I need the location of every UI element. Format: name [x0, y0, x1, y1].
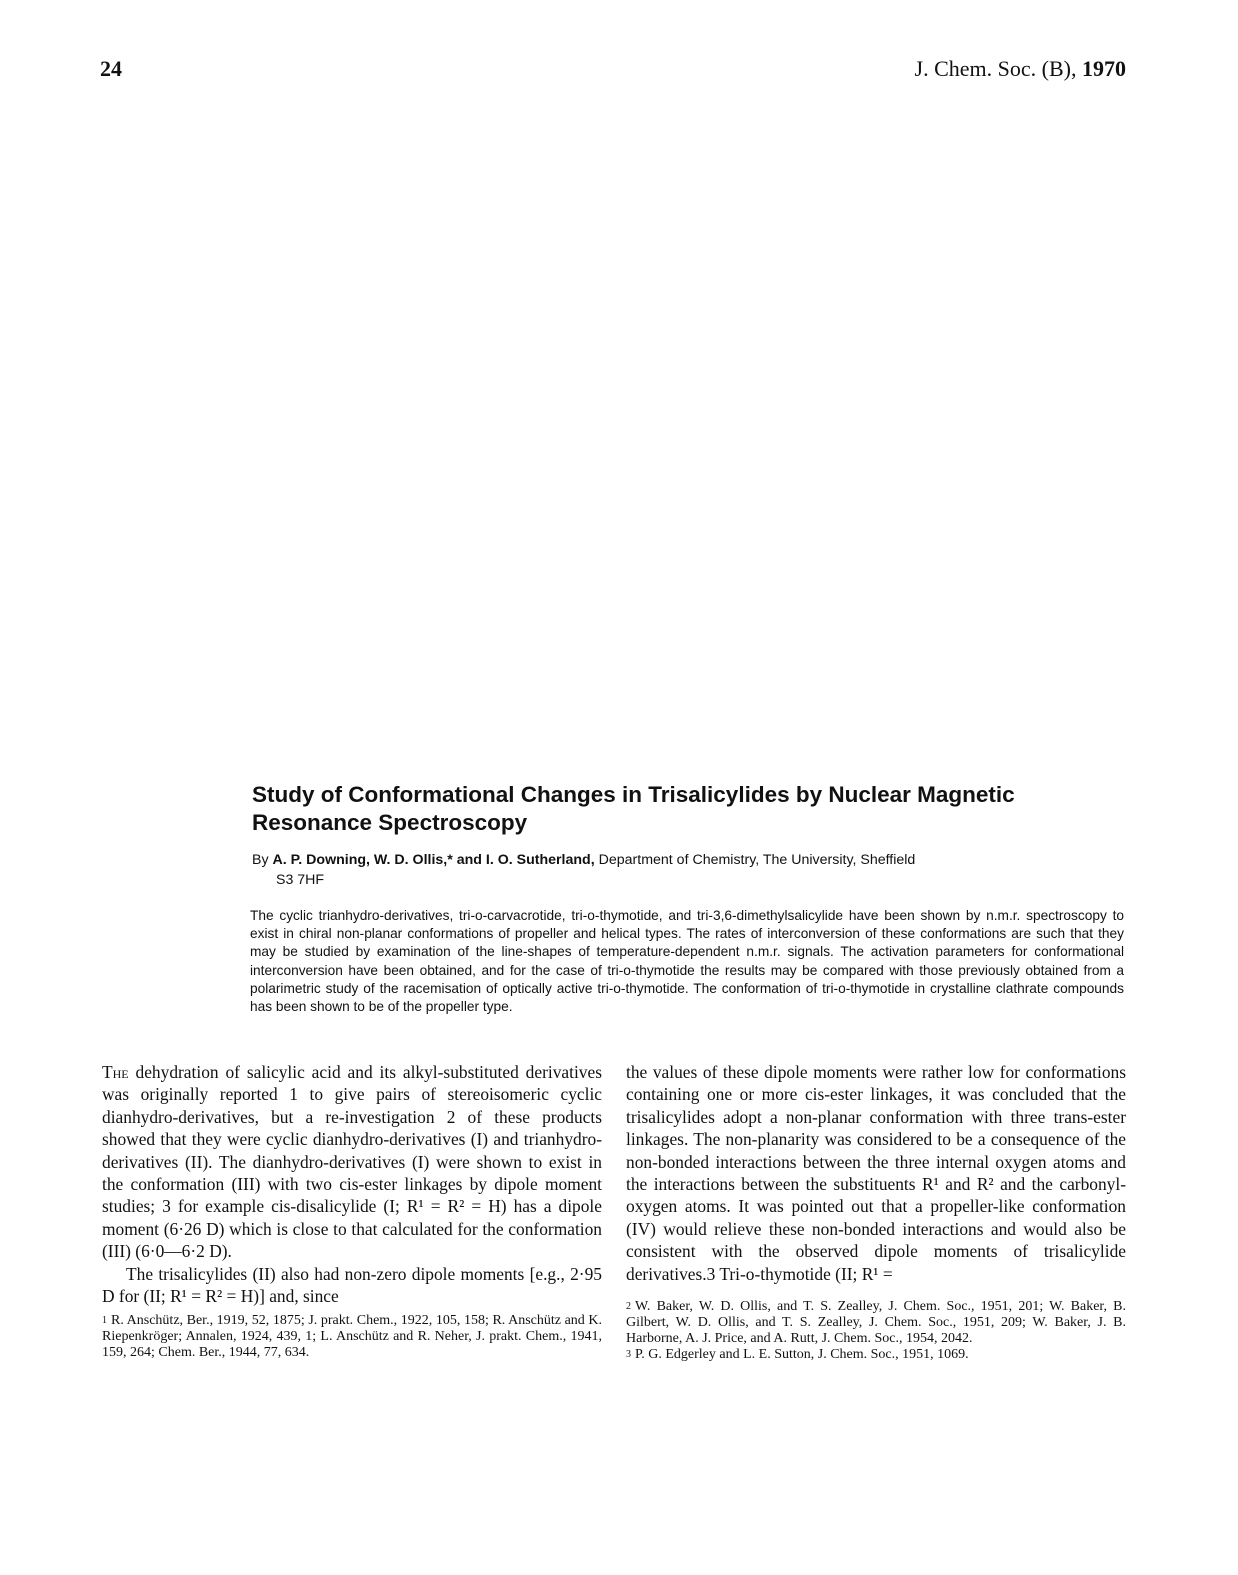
author-line [252, 850, 1132, 890]
footnote-text: W. Baker, W. D. Ollis, and T. S. Zealley, J. Chem. Soc., 1951, 201; W. Baker, B. Gilbert, W. D. Ollis, and T. S. Zealley, J. Chem. Soc., 1951, 209; W. Baker, J. B. Harborne, A. J. Price, and A. Rutt, J. Chem. Soc., 1954, 2042. [626, 1299, 1126, 1347]
footnote-mark: 3 [626, 1349, 631, 1361]
body-paragraph-1 [102, 1061, 602, 1263]
author-names: A. P. Downing, W. D. Ollis,* and I. O. Sutherland, [272, 852, 595, 868]
journal-name: J. Chem. Soc. (B), [914, 56, 1077, 81]
footnote-text: R. Anschütz, Ber., 1919, 52, 1875; J. prakt. Chem., 1922, 105, 158; R. Anschütz and K. Riepenkröger; Annalen, 1924, 439, 1; L. Anschütz and R. Neher, J. prakt. Chem., 1941, 159, 264; Chem. Ber., 1944, 77, 634. [102, 1313, 602, 1361]
postcode: S3 7HF [276, 872, 325, 888]
by-label: By [252, 852, 269, 868]
footnote-mark: 1 [102, 1315, 107, 1327]
para1-text: dehydration of salicylic acid and its alkyl-substituted derivatives was originally reported 1 to give pairs of stereoisomeric cyclic dianhydro-derivatives, but a re-investigation 2 of these products showed that they were cyclic dianhydro-derivatives (I) and trianhydro-derivatives (II). The dianhydro-derivatives (I) were shown to exist in the conformation (III) with two cis-ester linkages by dipole moment studies; 3 for example cis-disalicylide (I; R¹ = R² = H) has a dipole moment (6·26 D) which is close to that calculated for the conformation (III) (6·0—6·2 D). [102, 1062, 602, 1262]
right-column [626, 1061, 1126, 1363]
body-paragraph-2: The trisalicylides (II) also had non-zero dipole moments [e.g., 2·95 D for (II; R¹ = R² = H)] and, since [102, 1263, 602, 1307]
journal-year: 1970 [1082, 56, 1126, 81]
body-paragraph-3: the values of these dipole moments were rather low for conformations containing one or more cis-ester linkages, it was concluded that the trisalicylides adopt a non-planar conformation with three trans-ester linkages. The non-planarity was considered to be a consequence of the non-bonded interactions between the three internal oxygen atoms and the interactions between the substituents R¹ and R² and the carbonyl-oxygen atoms. It was pointed out that a propeller-like conformation (IV) would relieve these non-bonded interactions and would also be consistent with the observed dipole moments of trisalicylide derivatives.3 Tri-o-thymotide (II; R¹ = [626, 1062, 1126, 1284]
running-header [915, 56, 1126, 82]
page-number: 24 [100, 56, 122, 81]
lead-word: The [102, 1062, 129, 1082]
footnote-1 [102, 1313, 602, 1361]
footnote-mark: 2 [626, 1301, 631, 1313]
footnote-text: P. G. Edgerley and L. E. Sutton, J. Chem. Soc., 1951, 1069. [635, 1347, 969, 1363]
affiliation: Department of Chemistry, The University, Sheffield [598, 852, 916, 868]
left-column [102, 1061, 602, 1361]
footnote-3 [626, 1347, 1126, 1363]
abstract: The cyclic trianhydro-derivatives, tri-o-carvacrotide, tri-o-thymotide, and tri-3,6-dimethylsalicylide have been shown by n.m.r. spectroscopy to exist in chiral non-planar conformations of propeller and helical types. The rates of interconversion of these conformations are such that they may be studied by examination of the line-shapes of temperature-dependent n.m.r. signals. The activation parameters for conformational interconversion have been obtained, and for the case of tri-o-thymotide the results may be compared with those previously obtained from a polarimetric study of the racemisation of optically active tri-o-thymotide. The conformation of tri-o-thymotide in crystalline clathrate compounds has been shown to be of the propeller type. [250, 908, 1124, 1015]
article-title: Study of Conformational Changes in Trisalicylides by Nuclear Magnetic Resonance Spectroscopy [252, 782, 1015, 835]
footnote-2 [626, 1299, 1126, 1347]
